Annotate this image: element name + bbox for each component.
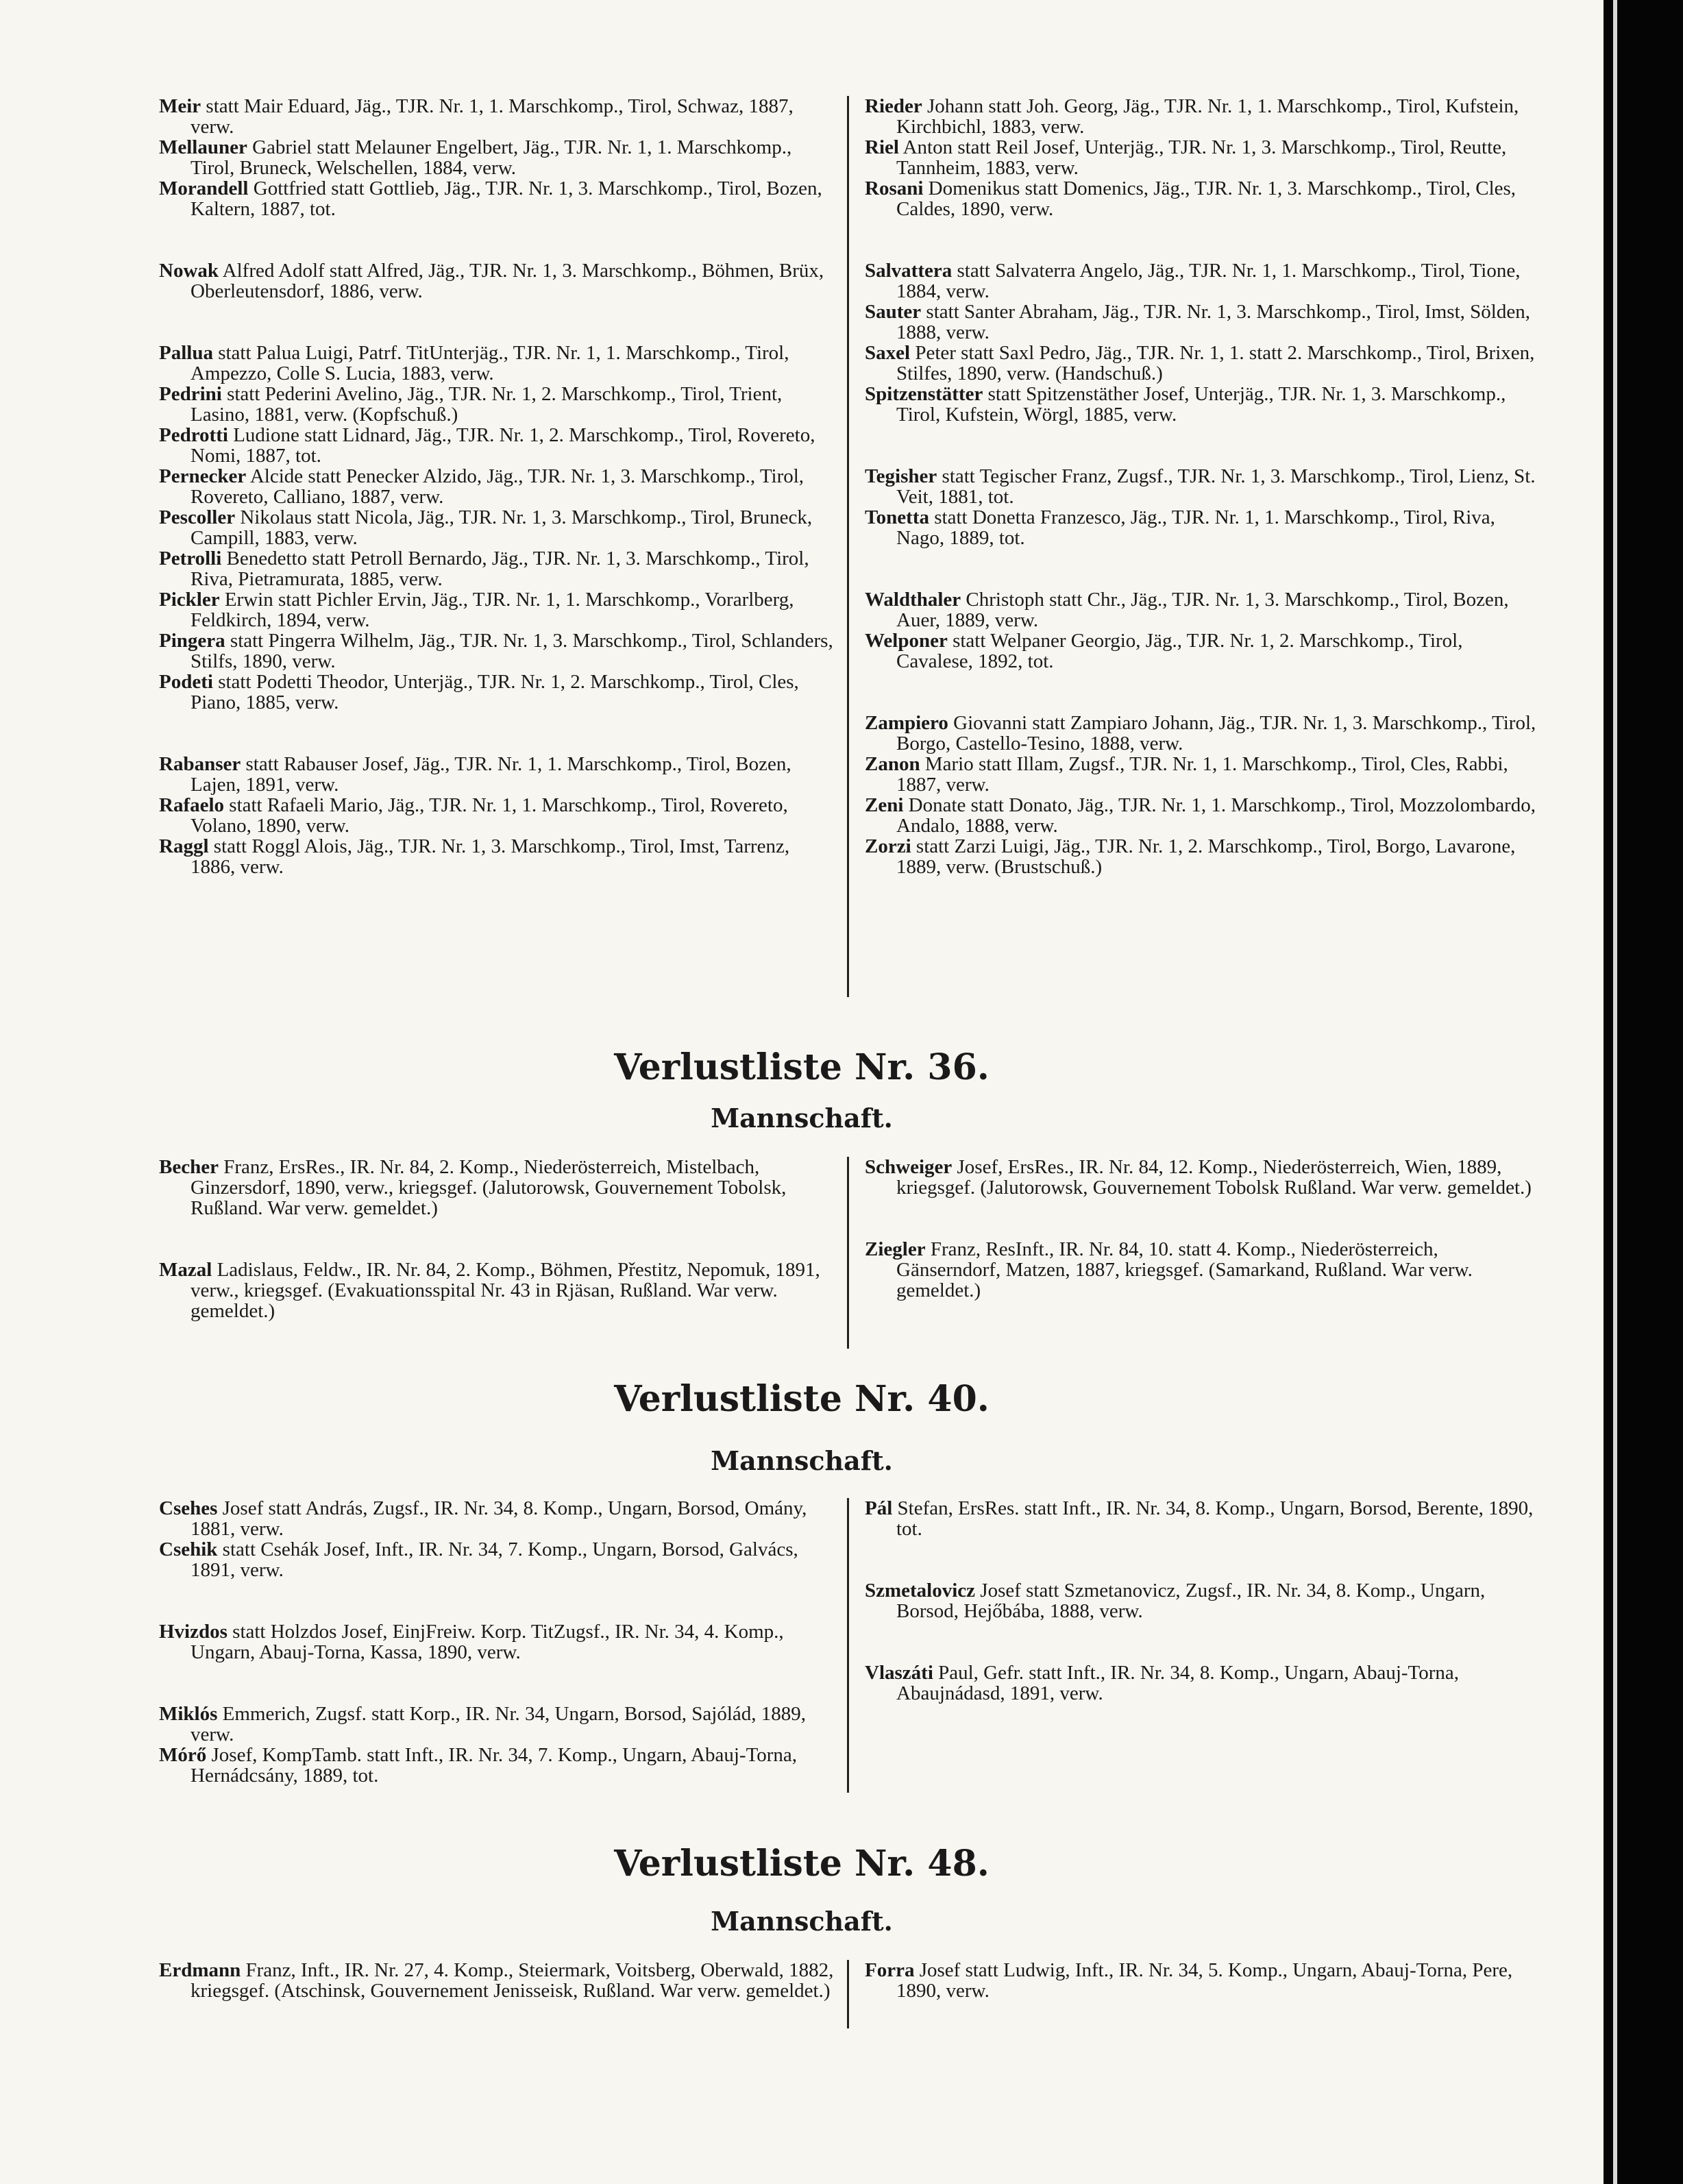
list-entry	[159, 343, 837, 384]
entry-details: Alfred Adolf statt Alfred, Jäg., TJR. Nr. 1, 3. Marschkomp., Böhmen, Brüx, Oberleutensdorf, 1886, verw.	[191, 260, 824, 302]
entry-details: statt Welpaner Georgio, Jäg., TJR. Nr. 1, 2. Marschkomp., Tirol, Cavalese, 1892, tot.	[896, 630, 1463, 672]
list-entry	[865, 1960, 1543, 2001]
entry-details: statt Pederini Avelino, Jäg., TJR. Nr. 1, 2. Marschkomp., Tirol, Trient, Lasino, 1881, verw. (Kopfschuß.)	[191, 383, 783, 426]
entry-details: statt Holzdos Josef, EinjFreiw. Korp. TitZugsf., IR. Nr. 34, 4. Komp., Ungarn, Abauj-Torna, Kassa, 1890, verw.	[191, 1621, 784, 1663]
entry-details: statt Csehák Josef, Inft., IR. Nr. 34, 7. Komp., Ungarn, Borsod, Galvács, 1891, verw.	[191, 1538, 798, 1581]
list-entry	[159, 1960, 837, 2001]
entry-surname: Waldthaler	[865, 589, 961, 611]
entry-surname: Rabanser	[159, 753, 241, 775]
list-entry	[865, 302, 1543, 343]
entry-surname: Csehik	[159, 1538, 218, 1560]
list-entry	[159, 672, 837, 713]
entry-details: statt Palua Luigi, Patrf. TitUnterjäg., TJR. Nr. 1, 1. Marschkomp., Tirol, Ampezzo, Colle S. Lucia, 1883, verw.	[191, 342, 789, 384]
l40-left-column	[159, 1498, 837, 1786]
entry-details: Josef, ErsRes., IR. Nr. 84, 12. Komp., Niederösterreich, Wien, 1889, kriegsgef. (Jalutorowsk, Gouvernement Tobolsk Rußland. War verw. gemeldet.)	[896, 1156, 1532, 1199]
entry-surname: Rafaelo	[159, 794, 225, 816]
list-entry	[865, 713, 1543, 754]
entry-details: Donate statt Donato, Jäg., TJR. Nr. 1, 1. Marschkomp., Tirol, Mozzolombardo, Andalo, 1888, verw.	[896, 794, 1536, 837]
list-entry	[159, 1621, 837, 1662]
entry-surname: Zeni	[865, 794, 904, 816]
list-entry	[159, 1157, 837, 1218]
entry-details: statt Podetti Theodor, Unterjäg., TJR. Nr. 1, 2. Marschkomp., Tirol, Cles, Piano, 1885, verw.	[191, 671, 799, 713]
entry-surname: Hvizdos	[159, 1621, 228, 1643]
list-entry	[159, 630, 837, 672]
entry-surname: Sauter	[865, 301, 922, 323]
entry-details: Franz, ErsRes., IR. Nr. 84, 2. Komp., Niederösterreich, Mistelbach, Ginzersdorf, 1890, verw., kriegsgef. (Jalutorowsk, Gouvernement Tobolsk, Rußland. War verw. gemeldet.)	[191, 1156, 787, 1219]
entry-surname: Pedrotti	[159, 424, 228, 446]
list-entry	[865, 260, 1543, 302]
column-divider	[847, 1498, 849, 1793]
list-entry	[159, 1539, 837, 1580]
scan-edge-line	[1613, 0, 1617, 2184]
list-entry	[865, 1498, 1543, 1539]
entry-surname: Mellauner	[159, 136, 247, 158]
section-subheading-l36: Mannschaft.	[711, 1103, 893, 1133]
entry-details: statt Rabauser Josef, Jäg., TJR. Nr. 1, 1. Marschkomp., Tirol, Bozen, Lajen, 1891, verw.	[191, 753, 791, 796]
entry-details: Franz, Inft., IR. Nr. 27, 4. Komp., Steiermark, Voitsberg, Oberwald, 1882, kriegsgef. (Atschinsk, Gouvernement Jenisseisk, Rußland. War verw. gemeldet.)	[191, 1959, 834, 2002]
list-entry	[159, 137, 837, 178]
entry-surname: Rosani	[865, 177, 924, 199]
entry-surname: Welponer	[865, 630, 948, 652]
list-entry	[865, 1157, 1543, 1198]
column-divider	[847, 1960, 849, 2028]
entry-surname: Pescoller	[159, 506, 236, 528]
entry-surname: Tegisher	[865, 465, 937, 487]
entry-details: Emmerich, Zugsf. statt Korp., IR. Nr. 34, Ungarn, Borsod, Sajólád, 1889, verw.	[191, 1703, 807, 1745]
list-entry	[865, 384, 1543, 425]
entry-details: Benedetto statt Petroll Bernardo, Jäg., TJR. Nr. 1, 3. Marschkomp., Tirol, Riva, Pietramurata, 1885, verw.	[191, 548, 809, 590]
list-entry	[865, 589, 1543, 630]
entry-surname: Tonetta	[865, 506, 929, 528]
section-heading-l36: Verlustliste Nr. 36.	[614, 1046, 990, 1088]
entry-details: statt Salvaterra Angelo, Jäg., TJR. Nr. 1, 1. Marschkomp., Tirol, Tione, 1884, verw.	[896, 260, 1521, 302]
section-subheading-l48: Mannschaft.	[711, 1906, 893, 1937]
entry-details: Josef statt Ludwig, Inft., IR. Nr. 34, 5. Komp., Ungarn, Abauj-Torna, Pere, 1890, verw.	[896, 1959, 1513, 2002]
list-entry	[865, 836, 1543, 877]
entry-details: Paul, Gefr. statt Inft., IR. Nr. 34, 8. Komp., Ungarn, Abauj-Torna, Abaujnádasd, 1891, verw.	[896, 1662, 1460, 1704]
entry-details: Giovanni statt Zampiaro Johann, Jäg., TJR. Nr. 1, 3. Marschkomp., Tirol, Borgo, Castello-Tesino, 1888, verw.	[896, 712, 1536, 754]
entry-surname: Erdmann	[159, 1959, 241, 1981]
entry-surname: Pickler	[159, 589, 220, 611]
list-entry	[159, 754, 837, 795]
entry-surname: Morandell	[159, 177, 249, 199]
list-entry	[159, 589, 837, 630]
entry-details: Johann statt Joh. Georg, Jäg., TJR. Nr. 1, 1. Marschkomp., Tirol, Kufstein, Kirchbichl, 1883, verw.	[896, 95, 1519, 138]
entry-surname: Spitzenstätter	[865, 383, 983, 405]
entry-surname: Pallua	[159, 342, 213, 364]
list-entry	[865, 1580, 1543, 1621]
entry-surname: Forra	[865, 1959, 915, 1981]
entry-surname: Miklós	[159, 1703, 218, 1725]
entry-surname: Pedrini	[159, 383, 222, 405]
entry-details: Josef statt András, Zugsf., IR. Nr. 34, 8. Komp., Ungarn, Borsod, Omány, 1881, verw.	[191, 1497, 807, 1540]
entry-surname: Nowak	[159, 260, 219, 282]
l36-left-column	[159, 1157, 837, 1321]
entry-details: statt Tegischer Franz, Zugsf., TJR. Nr. 1, 3. Marschkomp., Tirol, Lienz, St. Veit, 1881, tot.	[896, 465, 1536, 508]
section-subheading-l40: Mannschaft.	[711, 1445, 893, 1476]
entry-details: Anton statt Reil Josef, Unterjäg., TJR. Nr. 1, 3. Marschkomp., Tirol, Reutte, Tannheim, 1883, verw.	[896, 136, 1507, 179]
list-entry	[159, 466, 837, 507]
list-entry	[159, 425, 837, 466]
entry-surname: Meir	[159, 95, 201, 117]
entry-surname: Vlaszáti	[865, 1662, 933, 1684]
entry-surname: Zorzi	[865, 835, 911, 857]
entry-surname: Raggl	[159, 835, 209, 857]
entry-details: Gabriel statt Melauner Engelbert, Jäg., TJR. Nr. 1, 1. Marschkomp., Tirol, Bruneck, Welschellen, 1884, verw.	[191, 136, 792, 179]
entry-surname: Rieder	[865, 95, 922, 117]
list-entry	[159, 795, 837, 836]
entry-details: statt Zarzi Luigi, Jäg., TJR. Nr. 1, 2. Marschkomp., Tirol, Borgo, Lavarone, 1889, verw. (Brustschuß.)	[896, 835, 1516, 878]
list-entry	[159, 1498, 837, 1539]
top-left-column	[159, 96, 837, 877]
entry-details: Domenikus statt Domenics, Jäg., TJR. Nr. 1, 3. Marschkomp., Tirol, Cles, Caldes, 1890, verw.	[896, 177, 1516, 220]
list-entry	[865, 178, 1543, 219]
entry-details: Stefan, ErsRes. statt Inft., IR. Nr. 34, 8. Komp., Ungarn, Borsod, Berente, 1890, tot.	[892, 1497, 1534, 1540]
entry-details: Ludione statt Lidnard, Jäg., TJR. Nr. 1, 2. Marschkomp., Tirol, Rovereto, Nomi, 1887, tot.	[191, 424, 815, 467]
section-heading-l40: Verlustliste Nr. 40.	[614, 1378, 990, 1420]
column-divider	[847, 1157, 849, 1349]
list-entry	[865, 96, 1543, 137]
entry-details: Peter statt Saxl Pedro, Jäg., TJR. Nr. 1, 1. statt 2. Marschkomp., Tirol, Brixen, Stilfes, 1890, verw. (Handschuß.)	[896, 342, 1535, 384]
entry-surname: Podeti	[159, 671, 213, 693]
entry-surname: Csehes	[159, 1497, 218, 1519]
list-entry	[159, 548, 837, 589]
entry-details: Josef statt Szmetanovicz, Zugsf., IR. Nr. 34, 8. Komp., Ungarn, Borsod, Hejőbába, 1888, verw.	[896, 1580, 1486, 1622]
list-entry	[865, 507, 1543, 548]
entry-details: statt Santer Abraham, Jäg., TJR. Nr. 1, 3. Marschkomp., Tirol, Imst, Sölden, 1888, verw.	[896, 301, 1530, 343]
list-entry	[865, 630, 1543, 672]
entry-surname: Petrolli	[159, 548, 222, 569]
l40-right-column	[865, 1498, 1543, 1704]
entry-details: Ladislaus, Feldw., IR. Nr. 84, 2. Komp., Böhmen, Přestitz, Nepomuk, 1891, verw., kriegsgef. (Evakuationsspital Nr. 43 in Rjäsan, Rußland. War verw. gemeldet.)	[191, 1259, 820, 1322]
entry-details: Gottfried statt Gottlieb, Jäg., TJR. Nr. 1, 3. Marschkomp., Tirol, Bozen, Kaltern, 1887, tot.	[191, 177, 822, 220]
entry-details: Franz, ResInft., IR. Nr. 84, 10. statt 4. Komp., Niederösterreich, Gänserndorf, Matzen, 1887, kriegsgef. (Samarkand, Rußland. War verw. gemeldet.)	[896, 1238, 1473, 1301]
entry-details: statt Donetta Franzesco, Jäg., TJR. Nr. 1, 1. Marschkomp., Tirol, Riva, Nago, 1889, tot.	[896, 506, 1495, 549]
list-entry	[159, 507, 837, 548]
entry-surname: Mórő	[159, 1744, 207, 1766]
entry-details: statt Roggl Alois, Jäg., TJR. Nr. 1, 3. Marschkomp., Tirol, Imst, Tarrenz, 1886, verw.	[191, 835, 790, 878]
list-entry	[159, 178, 837, 219]
list-entry	[159, 1745, 837, 1786]
entry-details: Josef, KompTamb. statt Inft., IR. Nr. 34, 7. Komp., Ungarn, Abauj-Torna, Hernádcsány, 1889, tot.	[191, 1744, 798, 1787]
list-entry	[865, 1239, 1543, 1301]
l48-left-column	[159, 1960, 837, 2001]
list-entry	[865, 754, 1543, 795]
list-entry	[865, 343, 1543, 384]
entry-details: statt Spitzenstäther Josef, Unterjäg., TJR. Nr. 1, 3. Marschkomp., Tirol, Kufstein, Wörgl, 1885, verw.	[896, 383, 1506, 426]
entry-surname: Riel	[865, 136, 899, 158]
entry-surname: Pál	[865, 1497, 893, 1519]
entry-surname: Pingera	[159, 630, 225, 652]
list-entry	[865, 1662, 1543, 1704]
list-entry	[159, 96, 837, 137]
entry-details: Christoph statt Chr., Jäg., TJR. Nr. 1, 3. Marschkomp., Tirol, Bozen, Auer, 1889, verw.	[896, 589, 1509, 631]
entry-surname: Salvattera	[865, 260, 953, 282]
list-entry	[159, 384, 837, 425]
entry-surname: Ziegler	[865, 1238, 926, 1260]
entry-details: statt Mair Eduard, Jäg., TJR. Nr. 1, 1. Marschkomp., Tirol, Schwaz, 1887, verw.	[191, 95, 794, 138]
entry-details: statt Pingerra Wilhelm, Jäg., TJR. Nr. 1, 3. Marschkomp., Tirol, Schlanders, Stilfs, 1890, verw.	[191, 630, 833, 672]
entry-surname: Zanon	[865, 753, 920, 775]
column-divider	[847, 96, 849, 997]
entry-surname: Becher	[159, 1156, 219, 1178]
entry-surname: Saxel	[865, 342, 911, 364]
list-entry	[159, 1260, 837, 1321]
entry-surname: Schweiger	[865, 1156, 953, 1178]
list-entry	[159, 1704, 837, 1745]
entry-details: statt Rafaeli Mario, Jäg., TJR. Nr. 1, 1. Marschkomp., Tirol, Rovereto, Volano, 1890, verw.	[191, 794, 788, 837]
entry-surname: Zampiero	[865, 712, 948, 734]
entry-details: Nikolaus statt Nicola, Jäg., TJR. Nr. 1, 3. Marschkomp., Tirol, Bruneck, Campill, 1883, verw.	[191, 506, 813, 549]
entry-details: Alcide statt Penecker Alzido, Jäg., TJR. Nr. 1, 3. Marschkomp., Tirol, Rovereto, Calliano, 1887, verw.	[191, 465, 804, 508]
list-entry	[865, 795, 1543, 836]
entry-details: Erwin statt Pichler Ervin, Jäg., TJR. Nr. 1, 1. Marschkomp., Vorarlberg, Feldkirch, 1894, verw.	[191, 589, 794, 631]
top-right-column	[865, 96, 1543, 877]
list-entry	[159, 836, 837, 877]
entry-surname: Pernecker	[159, 465, 247, 487]
entry-surname: Mazal	[159, 1259, 212, 1281]
l36-right-column	[865, 1157, 1543, 1301]
section-heading-l48: Verlustliste Nr. 48.	[614, 1843, 990, 1885]
list-entry	[865, 137, 1543, 178]
l48-right-column	[865, 1960, 1543, 2001]
list-entry	[159, 260, 837, 302]
entry-surname: Szmetalovicz	[865, 1580, 976, 1602]
entry-details: Mario statt Illam, Zugsf., TJR. Nr. 1, 1. Marschkomp., Tirol, Cles, Rabbi, 1887, verw.	[896, 753, 1508, 796]
list-entry	[865, 466, 1543, 507]
